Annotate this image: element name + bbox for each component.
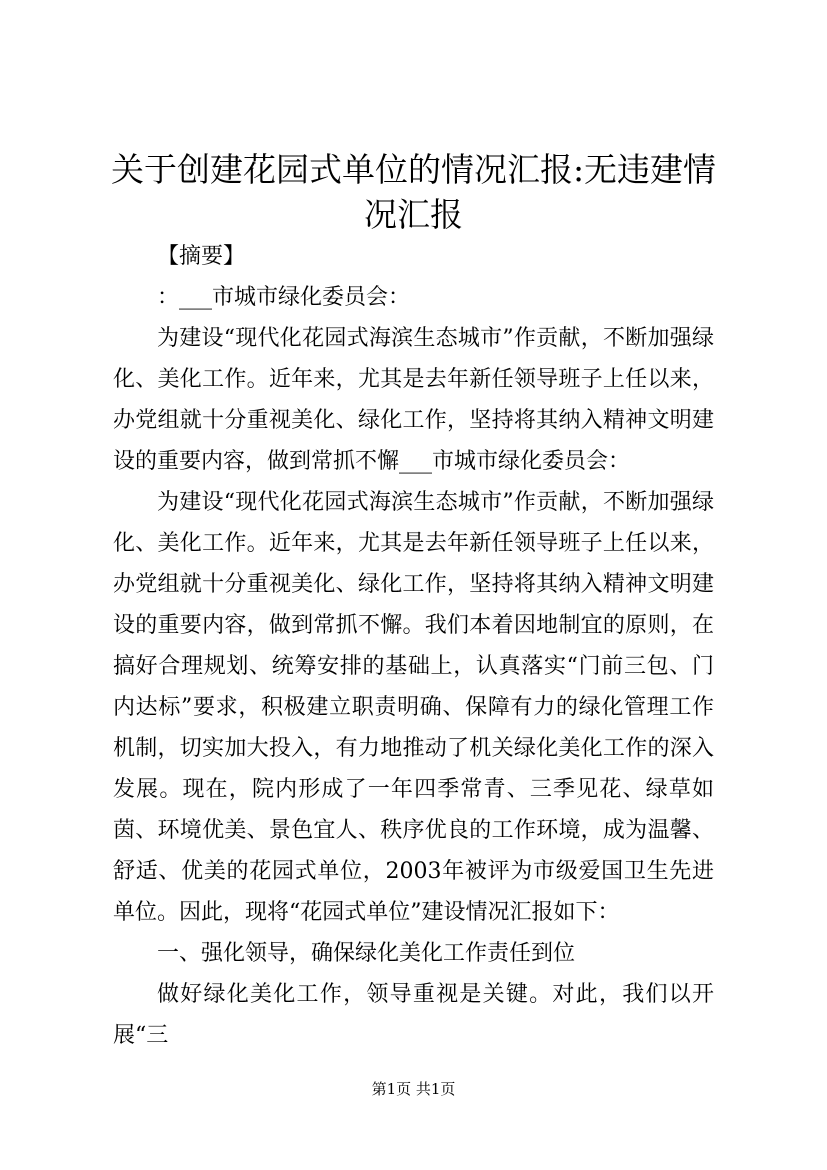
addressee-line: ：___市城市绿化委员会： [157, 285, 411, 310]
page-footer: 第1页 共1页 [371, 1080, 456, 1098]
paragraph-intro-2: 为建设“现代化花园式海滨生态城市”作贡献，不断加强绿化、美化工作。近年来，尤其是去年新任领导班子上任以来，办党组就十分重视美化、绿化工作，坚持将其纳入精神文明建设的重要内容，做到常抓不懈。我们本着因地制宜的原则，在搞好合理规划、统筹安排的基础上，认真落实“门前三包、门内达标”要求，积极建立职责明确、保障有力的绿化管理工作机制，切实加大投入，有力地推动了机关绿化美化工作的深入发展。现在，院内形成了一年四季常青、三季见花、绿草如茵、环境优美、景色宜人、秩序优良的工作环境，成为温馨、舒适、优美的花园式单位，2003年被评为市级爱国卫生先进单位。因此，现将“花园式单位”建设情况汇报如下： [113, 490, 714, 925]
document-body [113, 236, 714, 1056]
abstract-label: 【摘要】 [157, 244, 246, 269]
paragraph-section-1: 做好绿化美化工作，领导重视是关键。对此，我们以开展“三 [113, 982, 714, 1048]
paragraph-intro-1: 为建设“现代化花园式海滨生态城市”作贡献，不断加强绿化、美化工作。近年来，尤其是去年新任领导班子上任以来，办党组就十分重视美化、绿化工作，坚持将其纳入精神文明建设的重要内容，做到常抓不懈___市城市绿化委员会： [113, 326, 714, 474]
document-title: 关于创建花园式单位的情况汇报:无违建情况汇报 [110, 150, 717, 234]
section-heading-1: 一、强化领导，确保绿化美化工作责任到位 [157, 941, 576, 966]
